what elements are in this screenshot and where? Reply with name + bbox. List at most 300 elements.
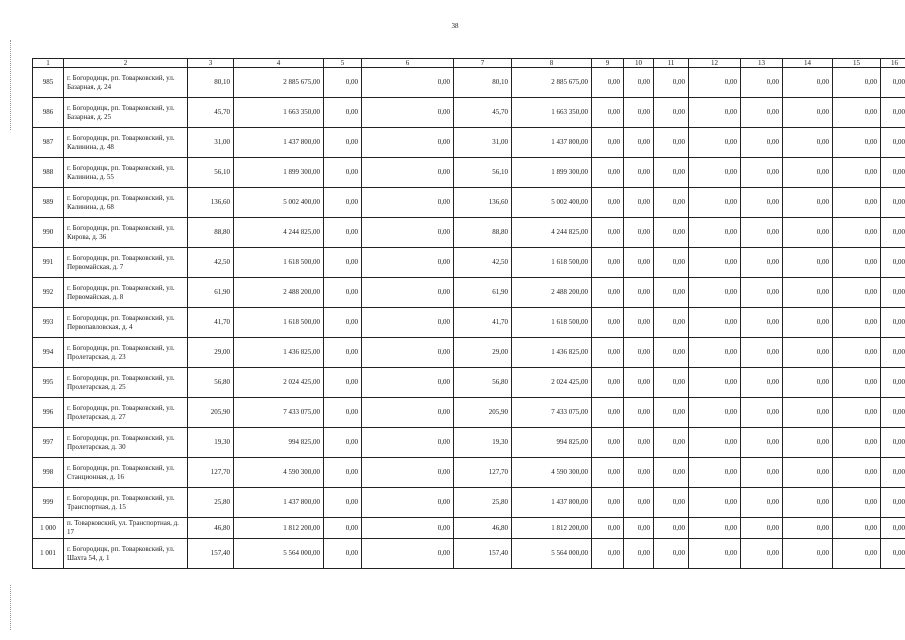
table-row bbox=[33, 278, 905, 308]
value-cell-c4: 4 590 300,00 bbox=[234, 458, 324, 488]
value-cell-c12: 0,00 bbox=[689, 98, 741, 128]
value-cell-c7: 25,80 bbox=[454, 488, 512, 518]
value-cell-c13: 0,00 bbox=[741, 248, 783, 278]
value-cell-c12: 0,00 bbox=[689, 248, 741, 278]
value-cell-c10: 0,00 bbox=[624, 539, 654, 569]
value-cell-c12: 0,00 bbox=[689, 398, 741, 428]
row-number: 992 bbox=[33, 278, 64, 308]
value-cell-c12: 0,00 bbox=[689, 428, 741, 458]
value-cell-c6: 0,00 bbox=[362, 428, 454, 458]
value-cell-c14: 0,00 bbox=[783, 98, 833, 128]
address-cell: г. Богородицк, рп. Товарковский, ул. Первопавловская, д. 4 bbox=[64, 308, 188, 338]
value-cell-c13: 0,00 bbox=[741, 458, 783, 488]
value-cell-c9: 0,00 bbox=[592, 338, 624, 368]
column-header: 2 bbox=[64, 59, 188, 68]
address-cell: г. Богородицк, рп. Товарковский, ул. Базарная, д. 24 bbox=[64, 68, 188, 98]
value-cell-c14: 0,00 bbox=[783, 128, 833, 158]
value-cell-c4: 2 885 675,00 bbox=[234, 68, 324, 98]
column-header: 1 bbox=[33, 59, 64, 68]
value-cell-c4: 2 488 200,00 bbox=[234, 278, 324, 308]
column-header: 7 bbox=[454, 59, 512, 68]
value-cell-c7: 31,00 bbox=[454, 128, 512, 158]
address-cell: г. Богородицк, рп. Товарковский, ул. Кирова, д. 36 bbox=[64, 218, 188, 248]
value-cell-c10: 0,00 bbox=[624, 308, 654, 338]
value-cell-c5: 0,00 bbox=[324, 158, 362, 188]
value-cell-c16: 0,00 bbox=[881, 218, 905, 248]
value-cell-c3: 88,80 bbox=[188, 218, 234, 248]
value-cell-c14: 0,00 bbox=[783, 458, 833, 488]
value-cell-c6: 0,00 bbox=[362, 368, 454, 398]
address-cell: г. Богородицк, рп. Товарковский, ул. Транспортная, д. 15 bbox=[64, 488, 188, 518]
table-row bbox=[33, 218, 905, 248]
value-cell-c5: 0,00 bbox=[324, 248, 362, 278]
value-cell-c13: 0,00 bbox=[741, 428, 783, 458]
value-cell-c16: 0,00 bbox=[881, 518, 905, 539]
value-cell-c5: 0,00 bbox=[324, 368, 362, 398]
address-cell: г. Богородицк, рп. Товарковский, ул. Пролетарская, д. 25 bbox=[64, 368, 188, 398]
column-header: 9 bbox=[592, 59, 624, 68]
value-cell-c14: 0,00 bbox=[783, 518, 833, 539]
value-cell-c7: 157,40 bbox=[454, 539, 512, 569]
row-number: 998 bbox=[33, 458, 64, 488]
value-cell-c9: 0,00 bbox=[592, 458, 624, 488]
table-row bbox=[33, 308, 905, 338]
table-row bbox=[33, 158, 905, 188]
column-header: 12 bbox=[689, 59, 741, 68]
value-cell-c8: 1 437 800,00 bbox=[512, 488, 592, 518]
value-cell-c15: 0,00 bbox=[833, 98, 881, 128]
value-cell-c14: 0,00 bbox=[783, 338, 833, 368]
value-cell-c5: 0,00 bbox=[324, 539, 362, 569]
value-cell-c16: 0,00 bbox=[881, 68, 905, 98]
value-cell-c3: 205,90 bbox=[188, 398, 234, 428]
value-cell-c10: 0,00 bbox=[624, 218, 654, 248]
value-cell-c6: 0,00 bbox=[362, 218, 454, 248]
value-cell-c3: 45,70 bbox=[188, 98, 234, 128]
value-cell-c4: 5 564 000,00 bbox=[234, 539, 324, 569]
table-row bbox=[33, 398, 905, 428]
value-cell-c11: 0,00 bbox=[654, 248, 689, 278]
value-cell-c9: 0,00 bbox=[592, 308, 624, 338]
value-cell-c8: 4 244 825,00 bbox=[512, 218, 592, 248]
value-cell-c9: 0,00 bbox=[592, 278, 624, 308]
value-cell-c3: 29,00 bbox=[188, 338, 234, 368]
value-cell-c14: 0,00 bbox=[783, 158, 833, 188]
value-cell-c15: 0,00 bbox=[833, 539, 881, 569]
value-cell-c16: 0,00 bbox=[881, 428, 905, 458]
value-cell-c8: 5 002 400,00 bbox=[512, 188, 592, 218]
address-cell: г. Богородицк, рп. Товарковский, ул. Калинина, д. 48 bbox=[64, 128, 188, 158]
value-cell-c3: 61,90 bbox=[188, 278, 234, 308]
value-cell-c13: 0,00 bbox=[741, 128, 783, 158]
value-cell-c16: 0,00 bbox=[881, 278, 905, 308]
address-cell: г. Богородицк, рп. Товарковский, ул. Пролетарская, д. 27 bbox=[64, 398, 188, 428]
value-cell-c9: 0,00 bbox=[592, 539, 624, 569]
value-cell-c15: 0,00 bbox=[833, 518, 881, 539]
value-cell-c14: 0,00 bbox=[783, 68, 833, 98]
row-number: 996 bbox=[33, 398, 64, 428]
value-cell-c3: 127,70 bbox=[188, 458, 234, 488]
value-cell-c7: 41,70 bbox=[454, 308, 512, 338]
value-cell-c16: 0,00 bbox=[881, 539, 905, 569]
value-cell-c16: 0,00 bbox=[881, 98, 905, 128]
value-cell-c15: 0,00 bbox=[833, 428, 881, 458]
value-cell-c13: 0,00 bbox=[741, 188, 783, 218]
value-cell-c15: 0,00 bbox=[833, 248, 881, 278]
value-cell-c16: 0,00 bbox=[881, 368, 905, 398]
value-cell-c16: 0,00 bbox=[881, 338, 905, 368]
row-number: 989 bbox=[33, 188, 64, 218]
table-row bbox=[33, 539, 905, 569]
address-cell: г. Богородицк, рп. Товарковский, ул. Станционная, д. 16 bbox=[64, 458, 188, 488]
address-cell: г. Богородицк, рп. Товарковский, ул. Первомайская, д. 8 bbox=[64, 278, 188, 308]
value-cell-c6: 0,00 bbox=[362, 308, 454, 338]
value-cell-c11: 0,00 bbox=[654, 98, 689, 128]
value-cell-c5: 0,00 bbox=[324, 188, 362, 218]
value-cell-c6: 0,00 bbox=[362, 128, 454, 158]
column-header: 4 bbox=[234, 59, 324, 68]
value-cell-c15: 0,00 bbox=[833, 278, 881, 308]
value-cell-c9: 0,00 bbox=[592, 368, 624, 398]
value-cell-c3: 56,80 bbox=[188, 368, 234, 398]
value-cell-c8: 7 433 075,00 bbox=[512, 398, 592, 428]
register-table bbox=[32, 58, 905, 569]
value-cell-c10: 0,00 bbox=[624, 68, 654, 98]
value-cell-c13: 0,00 bbox=[741, 98, 783, 128]
value-cell-c4: 1 618 500,00 bbox=[234, 308, 324, 338]
column-header: 10 bbox=[624, 59, 654, 68]
value-cell-c9: 0,00 bbox=[592, 68, 624, 98]
value-cell-c3: 42,50 bbox=[188, 248, 234, 278]
value-cell-c7: 88,80 bbox=[454, 218, 512, 248]
value-cell-c5: 0,00 bbox=[324, 398, 362, 428]
value-cell-c13: 0,00 bbox=[741, 68, 783, 98]
value-cell-c12: 0,00 bbox=[689, 338, 741, 368]
column-header: 13 bbox=[741, 59, 783, 68]
value-cell-c3: 19,30 bbox=[188, 428, 234, 458]
value-cell-c13: 0,00 bbox=[741, 218, 783, 248]
value-cell-c4: 5 002 400,00 bbox=[234, 188, 324, 218]
value-cell-c3: 31,00 bbox=[188, 128, 234, 158]
column-header: 16 bbox=[881, 59, 905, 68]
table-row bbox=[33, 188, 905, 218]
value-cell-c11: 0,00 bbox=[654, 518, 689, 539]
value-cell-c11: 0,00 bbox=[654, 488, 689, 518]
value-cell-c16: 0,00 bbox=[881, 398, 905, 428]
value-cell-c10: 0,00 bbox=[624, 188, 654, 218]
value-cell-c11: 0,00 bbox=[654, 278, 689, 308]
value-cell-c5: 0,00 bbox=[324, 68, 362, 98]
value-cell-c3: 25,80 bbox=[188, 488, 234, 518]
value-cell-c7: 19,30 bbox=[454, 428, 512, 458]
row-number: 991 bbox=[33, 248, 64, 278]
value-cell-c6: 0,00 bbox=[362, 338, 454, 368]
value-cell-c12: 0,00 bbox=[689, 368, 741, 398]
value-cell-c14: 0,00 bbox=[783, 539, 833, 569]
value-cell-c6: 0,00 bbox=[362, 188, 454, 218]
value-cell-c5: 0,00 bbox=[324, 458, 362, 488]
table-row bbox=[33, 68, 905, 98]
value-cell-c11: 0,00 bbox=[654, 128, 689, 158]
row-number: 1 000 bbox=[33, 518, 64, 539]
value-cell-c9: 0,00 bbox=[592, 218, 624, 248]
address-cell: п. Товарковский, ул. Транспортная, д. 17 bbox=[64, 518, 188, 539]
value-cell-c15: 0,00 bbox=[833, 458, 881, 488]
value-cell-c15: 0,00 bbox=[833, 368, 881, 398]
value-cell-c16: 0,00 bbox=[881, 188, 905, 218]
value-cell-c4: 1 437 800,00 bbox=[234, 488, 324, 518]
value-cell-c7: 56,10 bbox=[454, 158, 512, 188]
value-cell-c14: 0,00 bbox=[783, 248, 833, 278]
value-cell-c12: 0,00 bbox=[689, 188, 741, 218]
row-number: 997 bbox=[33, 428, 64, 458]
table-row bbox=[33, 338, 905, 368]
value-cell-c8: 2 488 200,00 bbox=[512, 278, 592, 308]
value-cell-c12: 0,00 bbox=[689, 488, 741, 518]
value-cell-c15: 0,00 bbox=[833, 158, 881, 188]
value-cell-c4: 1 663 350,00 bbox=[234, 98, 324, 128]
value-cell-c5: 0,00 bbox=[324, 518, 362, 539]
value-cell-c4: 2 024 425,00 bbox=[234, 368, 324, 398]
value-cell-c11: 0,00 bbox=[654, 308, 689, 338]
value-cell-c3: 136,60 bbox=[188, 188, 234, 218]
value-cell-c9: 0,00 bbox=[592, 398, 624, 428]
value-cell-c6: 0,00 bbox=[362, 398, 454, 428]
value-cell-c6: 0,00 bbox=[362, 158, 454, 188]
value-cell-c3: 157,40 bbox=[188, 539, 234, 569]
row-number: 994 bbox=[33, 338, 64, 368]
table-row bbox=[33, 458, 905, 488]
address-cell: г. Богородицк, рп. Товарковский, ул. Шахта 54, д. 1 bbox=[64, 539, 188, 569]
value-cell-c5: 0,00 bbox=[324, 338, 362, 368]
value-cell-c14: 0,00 bbox=[783, 188, 833, 218]
address-cell: г. Богородицк, рп. Товарковский, ул. Пролетарская, д. 30 bbox=[64, 428, 188, 458]
value-cell-c7: 61,90 bbox=[454, 278, 512, 308]
value-cell-c11: 0,00 bbox=[654, 398, 689, 428]
value-cell-c12: 0,00 bbox=[689, 278, 741, 308]
value-cell-c8: 2 885 675,00 bbox=[512, 68, 592, 98]
value-cell-c10: 0,00 bbox=[624, 398, 654, 428]
table-row bbox=[33, 428, 905, 458]
value-cell-c15: 0,00 bbox=[833, 338, 881, 368]
value-cell-c11: 0,00 bbox=[654, 539, 689, 569]
value-cell-c11: 0,00 bbox=[654, 338, 689, 368]
value-cell-c4: 7 433 075,00 bbox=[234, 398, 324, 428]
value-cell-c13: 0,00 bbox=[741, 308, 783, 338]
value-cell-c11: 0,00 bbox=[654, 368, 689, 398]
value-cell-c16: 0,00 bbox=[881, 488, 905, 518]
value-cell-c14: 0,00 bbox=[783, 428, 833, 458]
value-cell-c4: 1 437 800,00 bbox=[234, 128, 324, 158]
value-cell-c7: 205,90 bbox=[454, 398, 512, 428]
table-row bbox=[33, 128, 905, 158]
value-cell-c10: 0,00 bbox=[624, 278, 654, 308]
address-cell: г. Богородицк, рп. Товарковский, ул. Калинина, д. 68 bbox=[64, 188, 188, 218]
value-cell-c13: 0,00 bbox=[741, 158, 783, 188]
value-cell-c5: 0,00 bbox=[324, 218, 362, 248]
value-cell-c10: 0,00 bbox=[624, 128, 654, 158]
value-cell-c7: 45,70 bbox=[454, 98, 512, 128]
value-cell-c11: 0,00 bbox=[654, 158, 689, 188]
address-cell: г. Богородицк, рп. Товарковский, ул. Пролетарская, д. 23 bbox=[64, 338, 188, 368]
value-cell-c9: 0,00 bbox=[592, 188, 624, 218]
value-cell-c6: 0,00 bbox=[362, 488, 454, 518]
value-cell-c9: 0,00 bbox=[592, 488, 624, 518]
value-cell-c3: 41,70 bbox=[188, 308, 234, 338]
value-cell-c9: 0,00 bbox=[592, 158, 624, 188]
value-cell-c14: 0,00 bbox=[783, 368, 833, 398]
value-cell-c9: 0,00 bbox=[592, 428, 624, 458]
value-cell-c13: 0,00 bbox=[741, 398, 783, 428]
value-cell-c7: 136,60 bbox=[454, 188, 512, 218]
row-number: 999 bbox=[33, 488, 64, 518]
value-cell-c5: 0,00 bbox=[324, 428, 362, 458]
value-cell-c13: 0,00 bbox=[741, 338, 783, 368]
value-cell-c10: 0,00 bbox=[624, 338, 654, 368]
row-number: 995 bbox=[33, 368, 64, 398]
value-cell-c15: 0,00 bbox=[833, 398, 881, 428]
column-header: 14 bbox=[783, 59, 833, 68]
value-cell-c4: 1 618 500,00 bbox=[234, 248, 324, 278]
value-cell-c6: 0,00 bbox=[362, 98, 454, 128]
address-cell: г. Богородицк, рп. Товарковский, ул. Калинина, д. 55 bbox=[64, 158, 188, 188]
value-cell-c8: 2 024 425,00 bbox=[512, 368, 592, 398]
column-header: 6 bbox=[362, 59, 454, 68]
value-cell-c13: 0,00 bbox=[741, 488, 783, 518]
value-cell-c13: 0,00 bbox=[741, 518, 783, 539]
value-cell-c12: 0,00 bbox=[689, 539, 741, 569]
value-cell-c5: 0,00 bbox=[324, 308, 362, 338]
row-number: 985 bbox=[33, 68, 64, 98]
value-cell-c7: 46,80 bbox=[454, 518, 512, 539]
value-cell-c9: 0,00 bbox=[592, 248, 624, 278]
value-cell-c4: 4 244 825,00 bbox=[234, 218, 324, 248]
page-number: 38 bbox=[451, 22, 459, 30]
value-cell-c4: 1 899 300,00 bbox=[234, 158, 324, 188]
value-cell-c5: 0,00 bbox=[324, 128, 362, 158]
value-cell-c10: 0,00 bbox=[624, 368, 654, 398]
binding-margin-mark bbox=[10, 40, 13, 130]
value-cell-c14: 0,00 bbox=[783, 278, 833, 308]
value-cell-c6: 0,00 bbox=[362, 539, 454, 569]
value-cell-c3: 46,80 bbox=[188, 518, 234, 539]
value-cell-c8: 5 564 000,00 bbox=[512, 539, 592, 569]
value-cell-c5: 0,00 bbox=[324, 278, 362, 308]
table-row bbox=[33, 368, 905, 398]
value-cell-c5: 0,00 bbox=[324, 98, 362, 128]
value-cell-c10: 0,00 bbox=[624, 428, 654, 458]
value-cell-c15: 0,00 bbox=[833, 308, 881, 338]
value-cell-c7: 42,50 bbox=[454, 248, 512, 278]
value-cell-c8: 4 590 300,00 bbox=[512, 458, 592, 488]
value-cell-c12: 0,00 bbox=[689, 308, 741, 338]
value-cell-c3: 80,10 bbox=[188, 68, 234, 98]
value-cell-c16: 0,00 bbox=[881, 158, 905, 188]
column-header: 11 bbox=[654, 59, 689, 68]
value-cell-c15: 0,00 bbox=[833, 488, 881, 518]
row-number: 988 bbox=[33, 158, 64, 188]
value-cell-c15: 0,00 bbox=[833, 218, 881, 248]
value-cell-c11: 0,00 bbox=[654, 218, 689, 248]
row-number: 993 bbox=[33, 308, 64, 338]
value-cell-c14: 0,00 bbox=[783, 488, 833, 518]
table-row bbox=[33, 488, 905, 518]
row-number: 990 bbox=[33, 218, 64, 248]
column-header: 3 bbox=[188, 59, 234, 68]
value-cell-c6: 0,00 bbox=[362, 68, 454, 98]
value-cell-c9: 0,00 bbox=[592, 98, 624, 128]
column-header: 15 bbox=[833, 59, 881, 68]
value-cell-c11: 0,00 bbox=[654, 458, 689, 488]
value-cell-c6: 0,00 bbox=[362, 278, 454, 308]
value-cell-c7: 29,00 bbox=[454, 338, 512, 368]
value-cell-c8: 1 618 500,00 bbox=[512, 308, 592, 338]
column-header: 5 bbox=[324, 59, 362, 68]
value-cell-c11: 0,00 bbox=[654, 188, 689, 218]
value-cell-c8: 1 618 500,00 bbox=[512, 248, 592, 278]
value-cell-c4: 994 825,00 bbox=[234, 428, 324, 458]
row-number: 986 bbox=[33, 98, 64, 128]
table-row bbox=[33, 248, 905, 278]
row-number: 1 001 bbox=[33, 539, 64, 569]
value-cell-c11: 0,00 bbox=[654, 68, 689, 98]
value-cell-c9: 0,00 bbox=[592, 128, 624, 158]
value-cell-c10: 0,00 bbox=[624, 248, 654, 278]
value-cell-c4: 1 812 200,00 bbox=[234, 518, 324, 539]
value-cell-c12: 0,00 bbox=[689, 158, 741, 188]
value-cell-c6: 0,00 bbox=[362, 248, 454, 278]
value-cell-c12: 0,00 bbox=[689, 218, 741, 248]
value-cell-c11: 0,00 bbox=[654, 428, 689, 458]
value-cell-c10: 0,00 bbox=[624, 458, 654, 488]
value-cell-c8: 994 825,00 bbox=[512, 428, 592, 458]
value-cell-c10: 0,00 bbox=[624, 488, 654, 518]
value-cell-c7: 127,70 bbox=[454, 458, 512, 488]
binding-margin-mark bbox=[10, 585, 13, 630]
value-cell-c12: 0,00 bbox=[689, 128, 741, 158]
value-cell-c12: 0,00 bbox=[689, 68, 741, 98]
value-cell-c4: 1 436 825,00 bbox=[234, 338, 324, 368]
value-cell-c10: 0,00 bbox=[624, 518, 654, 539]
value-cell-c5: 0,00 bbox=[324, 488, 362, 518]
value-cell-c15: 0,00 bbox=[833, 128, 881, 158]
value-cell-c8: 1 436 825,00 bbox=[512, 338, 592, 368]
value-cell-c16: 0,00 bbox=[881, 128, 905, 158]
value-cell-c13: 0,00 bbox=[741, 278, 783, 308]
value-cell-c14: 0,00 bbox=[783, 218, 833, 248]
address-cell: г. Богородицк, рп. Товарковский, ул. Первомайская, д. 7 bbox=[64, 248, 188, 278]
value-cell-c8: 1 663 350,00 bbox=[512, 98, 592, 128]
value-cell-c14: 0,00 bbox=[783, 308, 833, 338]
value-cell-c15: 0,00 bbox=[833, 68, 881, 98]
value-cell-c3: 56,10 bbox=[188, 158, 234, 188]
value-cell-c6: 0,00 bbox=[362, 458, 454, 488]
value-cell-c13: 0,00 bbox=[741, 368, 783, 398]
value-cell-c16: 0,00 bbox=[881, 458, 905, 488]
value-cell-c9: 0,00 bbox=[592, 518, 624, 539]
header-row bbox=[33, 59, 905, 68]
table-row bbox=[33, 518, 905, 539]
value-cell-c14: 0,00 bbox=[783, 398, 833, 428]
address-cell: г. Богородицк, рп. Товарковский, ул. Базарная, д. 25 bbox=[64, 98, 188, 128]
row-number: 987 bbox=[33, 128, 64, 158]
value-cell-c12: 0,00 bbox=[689, 518, 741, 539]
value-cell-c7: 80,10 bbox=[454, 68, 512, 98]
value-cell-c13: 0,00 bbox=[741, 539, 783, 569]
value-cell-c8: 1 812 200,00 bbox=[512, 518, 592, 539]
value-cell-c12: 0,00 bbox=[689, 458, 741, 488]
value-cell-c16: 0,00 bbox=[881, 308, 905, 338]
